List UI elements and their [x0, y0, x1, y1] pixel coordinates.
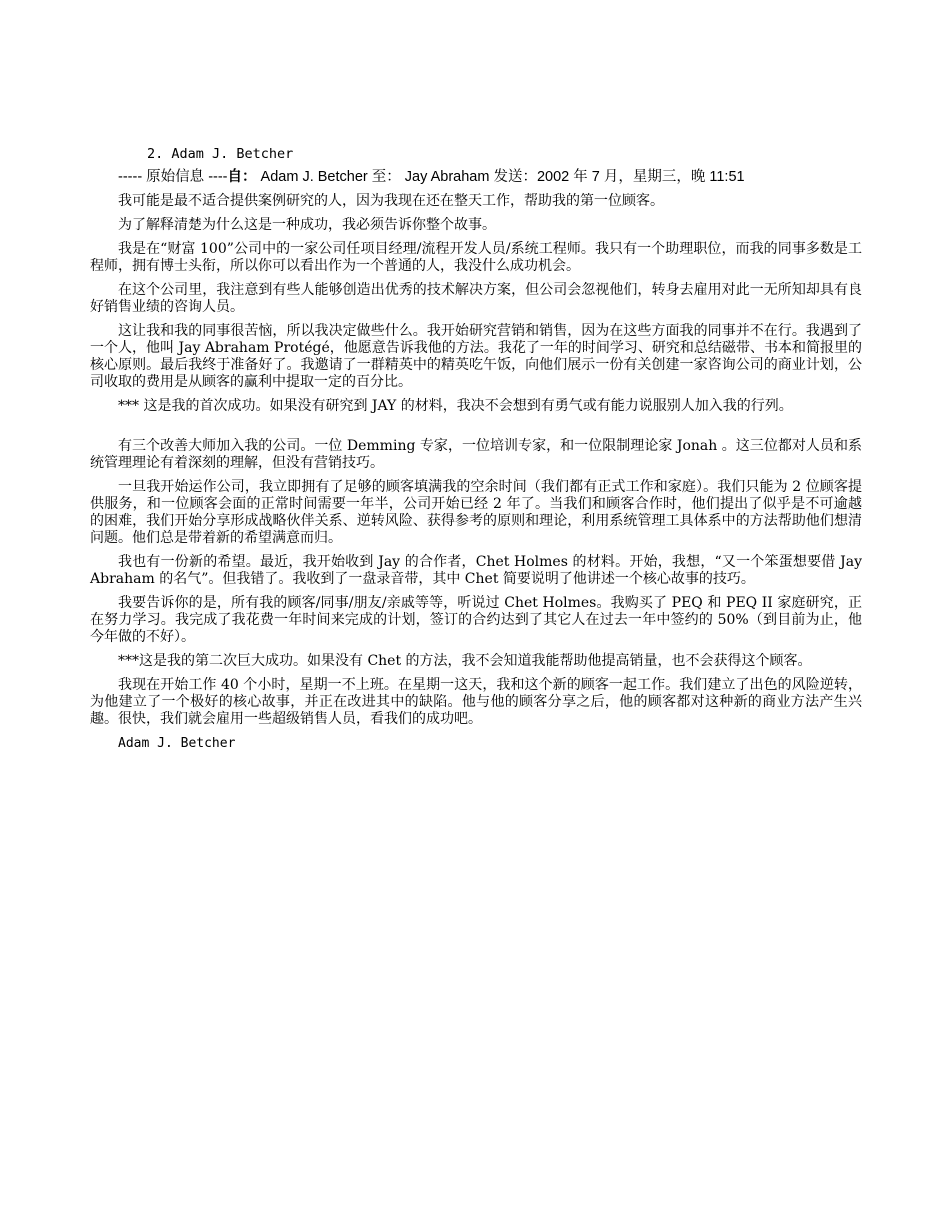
paragraph: 有三个改善大师加入我的公司。一位 Demming 专家，一位培训专家，和一位限制理论家 Jonah 。这三位都对人员和系统管理理论有着深刻的理解，但没有营销技巧。: [90, 438, 862, 471]
paragraph: 我要告诉你的是，所有我的顾客/同事/朋友/亲戚等等，听说过 Chet Holmes。我购买了 PEQ 和 PEQ II 家庭研究，正在努力学习。我完成了我花费一年时间来完成的计划，签订的合约达到了其它人在过去一年中签约的 50%（到目前为止，他今年做的不好）。: [90, 595, 862, 645]
document-body: [90, 146, 862, 752]
header-prefix: ----- 原始信息 ----: [118, 169, 228, 185]
paragraph: 我可能是最不适合提供案例研究的人，因为我现在还在整天工作，帮助我的第一位顾客。: [118, 193, 664, 209]
paragraph: 为了解释清楚为什么这是一种成功，我必须告诉你整个故事。: [118, 217, 496, 233]
header-details: Adam J. Betcher 至： Jay Abraham 发送：2002 年 7 月，星期三，晚 11:51: [256, 169, 745, 185]
paragraph: 我也有一份新的希望。最近，我开始收到 Jay 的合作者，Chet Holmes 的材料。开始，我想，“又一个笨蛋想要借 Jay Abraham 的名气”。但我错了。我收到了一盘录音带，其中 Chet 简要说明了他讲述一个核心故事的技巧。: [90, 554, 862, 587]
paragraph: 我是在“财富 100”公司中的一家公司任项目经理/流程开发人员/系统工程师。我只有一个助理职位，而我的同事多数是工程师，拥有博士头衔，所以你可以看出作为一个普通的人，我没什么成功机会。: [90, 241, 862, 274]
header-from-label: 自：: [227, 169, 257, 185]
paragraph: ***这是我的第二次巨大成功。如果没有 Chet 的方法，我不会知道我能帮助他提高销量，也不会获得这个顾客。: [118, 653, 812, 669]
paragraph: 在这个公司里，我注意到有些人能够创造出优秀的技术解决方案，但公司会忽视他们，转身去雇用对此一无所知却具有良好销售业绩的咨询人员。: [90, 282, 862, 315]
paragraph: 我现在开始工作 40 个小时，星期一不上班。在星期一这天，我和这个新的顾客一起工作。我们建立了出色的风险逆转，为他建立了一个极好的核心故事，并正在改进其中的缺陷。他与他的顾客分享之后，他的顾客都对这种新的商业方法产生兴趣。很快，我们就会雇用一些超级销售人员，看我们的成功吧。: [90, 677, 862, 727]
signature: Adam J. Betcher: [118, 736, 236, 751]
paragraph: *** 这是我的首次成功。如果没有研究到 JAY 的材料，我决不会想到有勇气或有能力说服别人加入我的行列。: [118, 398, 793, 414]
section-heading: 2. Adam J. Betcher: [147, 146, 294, 162]
paragraph: 一旦我开始运作公司，我立即拥有了足够的顾客填满我的空余时间（我们都有正式工作和家庭）。我们只能为 2 位顾客提供服务，和一位顾客会面的正常时间需要一年半，公司开始已经 2 年了。当我们和顾客合作时，他们提出了似乎是不可逾越的困难，我们开始分享形成战略伙伴关系、逆转风险、获得参考的原则和理论，利用系统管理工具体系中的方法帮助他们想清问题。他们总是带着新的希望满意而归。: [90, 479, 862, 546]
paragraph: 这让我和我的同事很苦恼，所以我决定做些什么。我开始研究营销和销售，因为在这些方面我的同事并不在行。我遇到了一个人，他叫 Jay Abraham Protégé，他愿意告诉我他的方法。我花了一年的时间学习、研究和总结磁带、书本和简报里的核心原则。最后我终于准备好了。我邀请了一群精英中的精英吃午饭，向他们展示一份有关创建一家咨询公司的商业计划，公司收取的费用是从顾客的赢利中提取一定的百分比。: [90, 323, 862, 390]
original-message-header: [118, 168, 862, 186]
